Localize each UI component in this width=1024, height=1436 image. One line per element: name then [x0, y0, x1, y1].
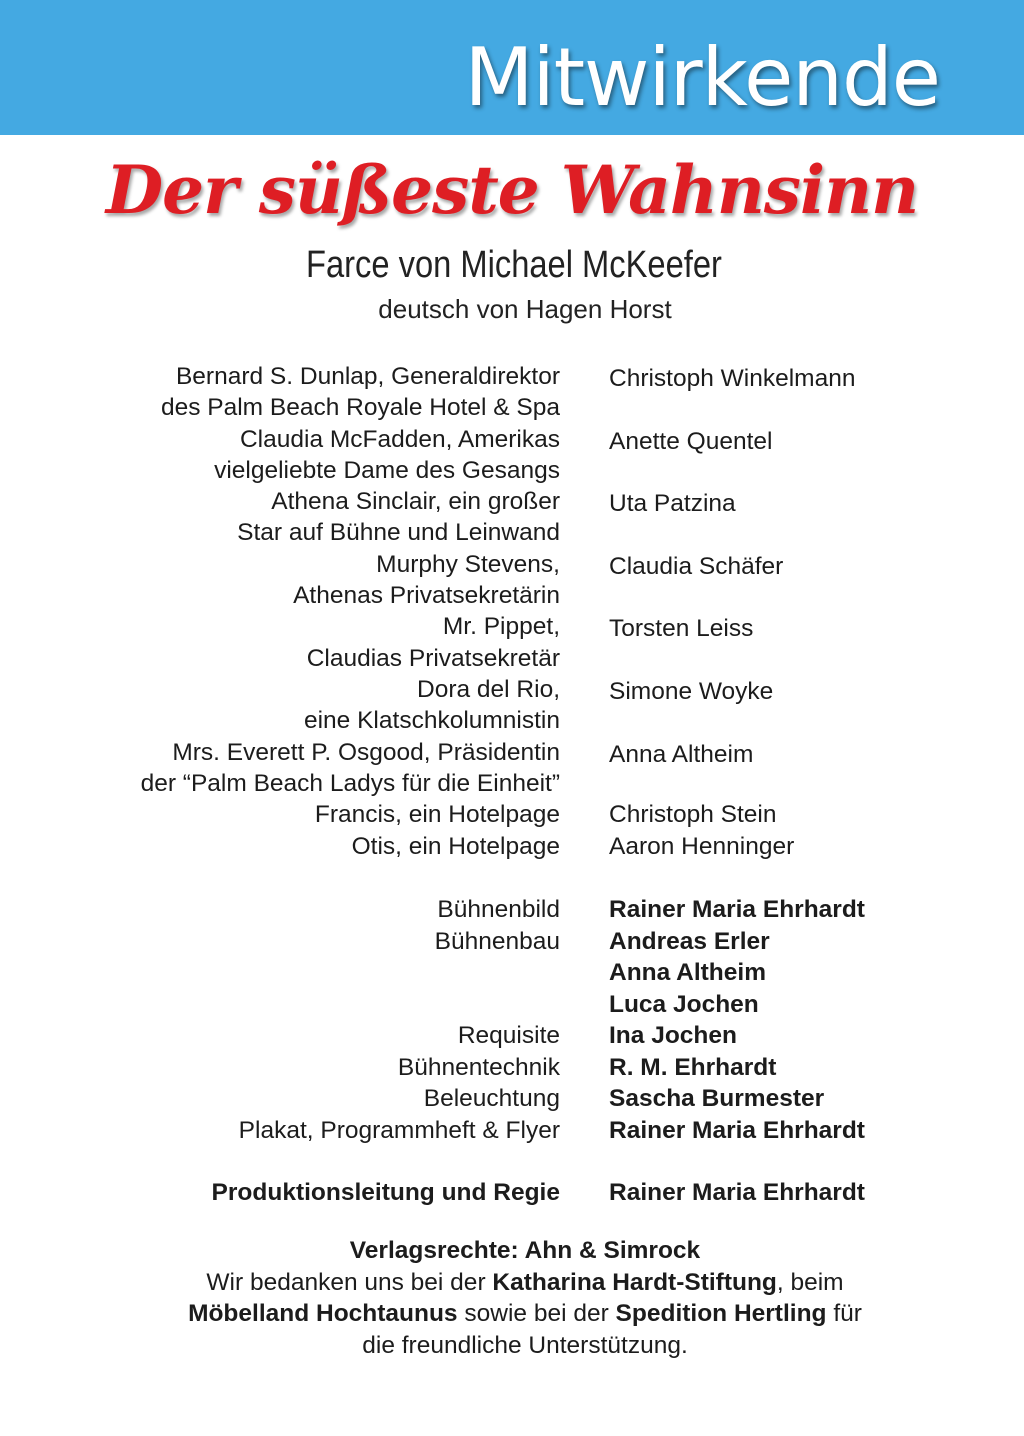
- direction-person: Rainer Maria Ehrhardt: [609, 1179, 865, 1206]
- cast-actor: Uta Patzina: [609, 490, 736, 518]
- cast-role: Dora del Rio, eine Klatschkolumnistin: [303, 676, 560, 735]
- crew-person: Sascha Burmester: [609, 1085, 825, 1112]
- cast-actor: Torsten Leiss: [609, 615, 754, 643]
- rights-line: Verlagsrechte: Ahn & Simrock: [349, 1237, 701, 1264]
- cast-actor: Aaron Henninger: [609, 832, 795, 860]
- crew-role: Beleuchtung: [423, 1085, 560, 1112]
- cast-actor: Christoph Winkelmann: [609, 365, 856, 392]
- crew-person: Rainer Maria Ehrhardt: [609, 896, 865, 923]
- crew-person: R. M. Ehrhardt: [609, 1053, 777, 1081]
- page-title: Mitwirkende: [464, 31, 940, 124]
- cast-actor: Simone Woyke: [609, 678, 774, 705]
- crew-person: Luca Jochen: [609, 990, 759, 1018]
- crew-role: Requisite: [457, 1022, 560, 1049]
- crew-role: Bühnenbau: [434, 927, 560, 955]
- cast-role: Otis, ein Hotelpage: [351, 832, 560, 860]
- footer-notes: [0, 1235, 1024, 1361]
- cast-role: Claudia McFadden, Amerikas vielgeliebte Dame des Gesangs: [214, 425, 560, 484]
- header-banner: [0, 0, 1024, 135]
- cast-role: Bernard S. Dunlap, Generaldirektor des Palm Beach Royale Hotel & Spa: [160, 363, 560, 422]
- cast-role: Murphy Stevens, Athenas Privatsekretärin: [293, 550, 560, 610]
- crew-person: Anna Altheim: [609, 959, 766, 986]
- crew-role: Bühnenbild: [437, 896, 560, 923]
- cast-actor: Anna Altheim: [609, 740, 754, 768]
- crew-person: Ina Jochen: [609, 1022, 737, 1049]
- play-subtitle: Farce von Michael McKeefer: [305, 244, 722, 286]
- cast-role: Francis, ein Hotelpage: [314, 801, 560, 829]
- cast-role: Mrs. Everett P. Osgood, Präsidentin der “Palm Beach Ladys für die Einheit”: [140, 738, 560, 797]
- thanks-line-3: die freundliche Unterstützung.: [362, 1331, 688, 1359]
- crew-role: Plakat, Programmheft & Flyer: [238, 1116, 560, 1144]
- thanks-line-1: Wir bedanken uns bei der Katharina Hardt-Stiftung, beim: [206, 1268, 844, 1296]
- crew-role: Bühnentechnik: [397, 1053, 560, 1081]
- cast-role: Mr. Pippet, Claudias Privatsekretär: [306, 613, 560, 672]
- direction-role: Produktionsleitung und Regie: [211, 1179, 560, 1206]
- crew-person: Andreas Erler: [609, 927, 770, 955]
- cast-role: Athena Sinclair, ein großer Star auf Bühne und Leinwand: [237, 488, 560, 547]
- crew-person: Rainer Maria Ehrhardt: [609, 1116, 865, 1144]
- cast-actor: Claudia Schäfer: [609, 552, 784, 580]
- cast-actor: Anette Quentel: [609, 427, 773, 455]
- thanks-line-2: Möbelland Hochtaunus sowie bei der Spedition Hertling für: [188, 1300, 862, 1327]
- play-title: Der süßeste Wahnsinn: [105, 151, 919, 229]
- translator-credit: deutsch von Hagen Horst: [378, 294, 672, 324]
- cast-actor: Christoph Stein: [609, 801, 777, 829]
